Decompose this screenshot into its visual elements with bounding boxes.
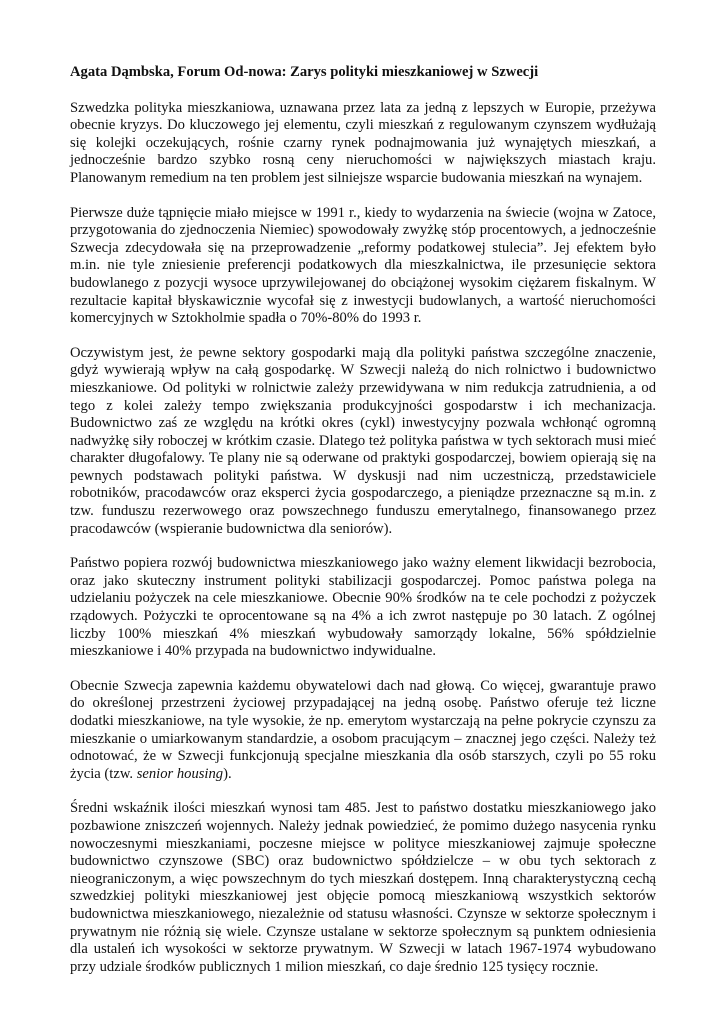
paragraph-4: Państwo popiera rozwój budownictwa mieszkaniowego jako ważny element likwidacji bezrobocia, oraz jako skuteczny instrument polityki stabilizacji gospodarczej. Pomoc państwa polega na udzielaniu pożyczek na cele mieszkaniowe. Obecnie 90% środków na te cele pochodzi z pożyczek rządowych. Pożyczki te oprocentowane są na 4% a ich zwrot następuje po 30 latach. Z ogólnej liczby 100% mieszkań 4% mieszkań wybudowały samorządy lokalne, 56% spółdzielnie mieszkaniowe i 40% przypada na budownictwo indywidualne. (70, 555, 656, 660)
document-title: Agata Dąmbska, Forum Od-nowa: Zarys polityki mieszkaniowej w Szwecji (70, 64, 539, 80)
paragraph-5-text: Obecnie Szwecja zapewnia każdemu obywatelowi dach nad głową. Co więcej, gwarantuje prawo do określonej przestrzeni życiowej przypadającej na jedną osobę. Państwo oferuje też liczne dodatki mieszkaniowe, na tyle wysokie, że np. emerytom wystarczają na pełne pokrycie czynszu za mieszkanie o umiarkowanym standardzie, a osobom pracującym – znacznej jego części. Należy też odnotować, że w Szwecji funkcjonują specjalne mieszkania dla osób starszych, czyli po 55 roku życia (tzw. (70, 677, 656, 782)
paragraph-6: Średni wskaźnik ilości mieszkań wynosi tam 485. Jest to państwo dostatku mieszkaniowego jako pozbawione zniszczeń wojennych. Należy jednak powiedzieć, że pomimo dużego nasycenia rynku nowoczesnymi mieszkaniami, poczesne miejsce w polityce mieszkaniowej zajmuje społeczne budownictwo czynszowe (SBC) oraz budownictwo spółdzielcze – w obu tych sektorach z nieograniczonym, a więc powszechnym do tych mieszkań dostępem. Inną charakterystyczną cechą szwedzkiej polityki mieszkaniowej jest objęcie pomocą mieszkaniową wszystkich sektorów budownictwa mieszkaniowego, niezależnie od statusu własności. Czynsze w sektorze społecznym i prywatnym nie różnią się wiele. Czynsze ustalane w sektorze społecznym są punktem odniesienia dla ustaleń ich wysokości w sektorze prywatnym. W Szwecji w latach 1967-1974 wybudowano przy udziale środków publicznych 1 milion mieszkań, co daje średnio 125 tysięcy rocznie. (70, 800, 656, 975)
paragraph-3: Oczywistym jest, że pewne sektory gospodarki mają dla polityki państwa szczególne znaczenie, gdyż wywierają wpływ na całą gospodarkę. W Szwecji należą do nich rolnictwo i budownictwo mieszkaniowe. Od polityki w rolnictwie zależy przewidywana w nim redukcja zatrudnienia, a od tego z kolei zależy tempo zwiększania produkcyjności gospodarstw i ich mechanizacja. Budownictwo zaś ze względu na krótki okres (cykl) inwestycyjny pozwala wchłonąć ogromną nadwyżkę siły roboczej w krótkim czasie. Dlatego też polityka państwa w tych sektorach musi mieć charakter długofalowy. Te plany nie są oderwane od praktyki gospodarczej, bowiem opierają się na pewnych podstawach polityki państwa. W dyskusji nad nim uczestniczą, przedstawiciele robotników, pracodawców oraz eksperci życia gospodarczego, a pieniądze przeznaczne są m.in. z tzw. funduszu rezerwowego oraz powszechnego funduszu emerytalnego, finansowanego przez pracodawców (wspieranie budownictwa dla seniorów). (70, 344, 656, 537)
paragraph-1: Szwedzka polityka mieszkaniowa, uznawana przez lata za jedną z lepszych w Europie, przeżywa obecnie kryzys. Do kluczowego jej elementu, czyli mieszkań z regulowanym czynszem wydłużają się kolejki oczekujących, rośnie czarny rynek podnajmowania już wynajętych mieszkań, a jednocześnie bardzo szybko rosną ceny nieruchomości w największych miastach kraju. Planowanym remedium na ten problem jest silniejsze wsparcie budowania mieszkań na wynajem. (70, 99, 656, 186)
senior-housing-term: senior housing (136, 765, 224, 782)
paragraph-5 (70, 678, 656, 784)
document-page (70, 64, 656, 993)
paragraph-5-end: ). (223, 765, 232, 782)
paragraph-2: Pierwsze duże tąpnięcie miało miejsce w 1991 r., kiedy to wydarzenia na świecie (wojna w Zatoce, przygotowania do zjednoczenia Niemiec) spowodowały zwyżkę stóp procentowych, a jednocześnie Szwecja zdecydowała się na przeprowadzenie „reformy podatkowej stulecia”. Jej efektem było m.in. nie tyle zniesienie preferencji podatkowych dla mieszkalnictwa, ile przesunięcie sektora budowlanego z pozycji wysoce uprzywilejowanej do obciążonej wysokim ciężarem fiskalnym. W rezultacie kapitał błyskawicznie wycofał się z inwestycji budowlanych, a wartość nieruchomości komercyjnych w Sztokholmie spadła o 70%-80% do 1993 r. (70, 204, 656, 327)
